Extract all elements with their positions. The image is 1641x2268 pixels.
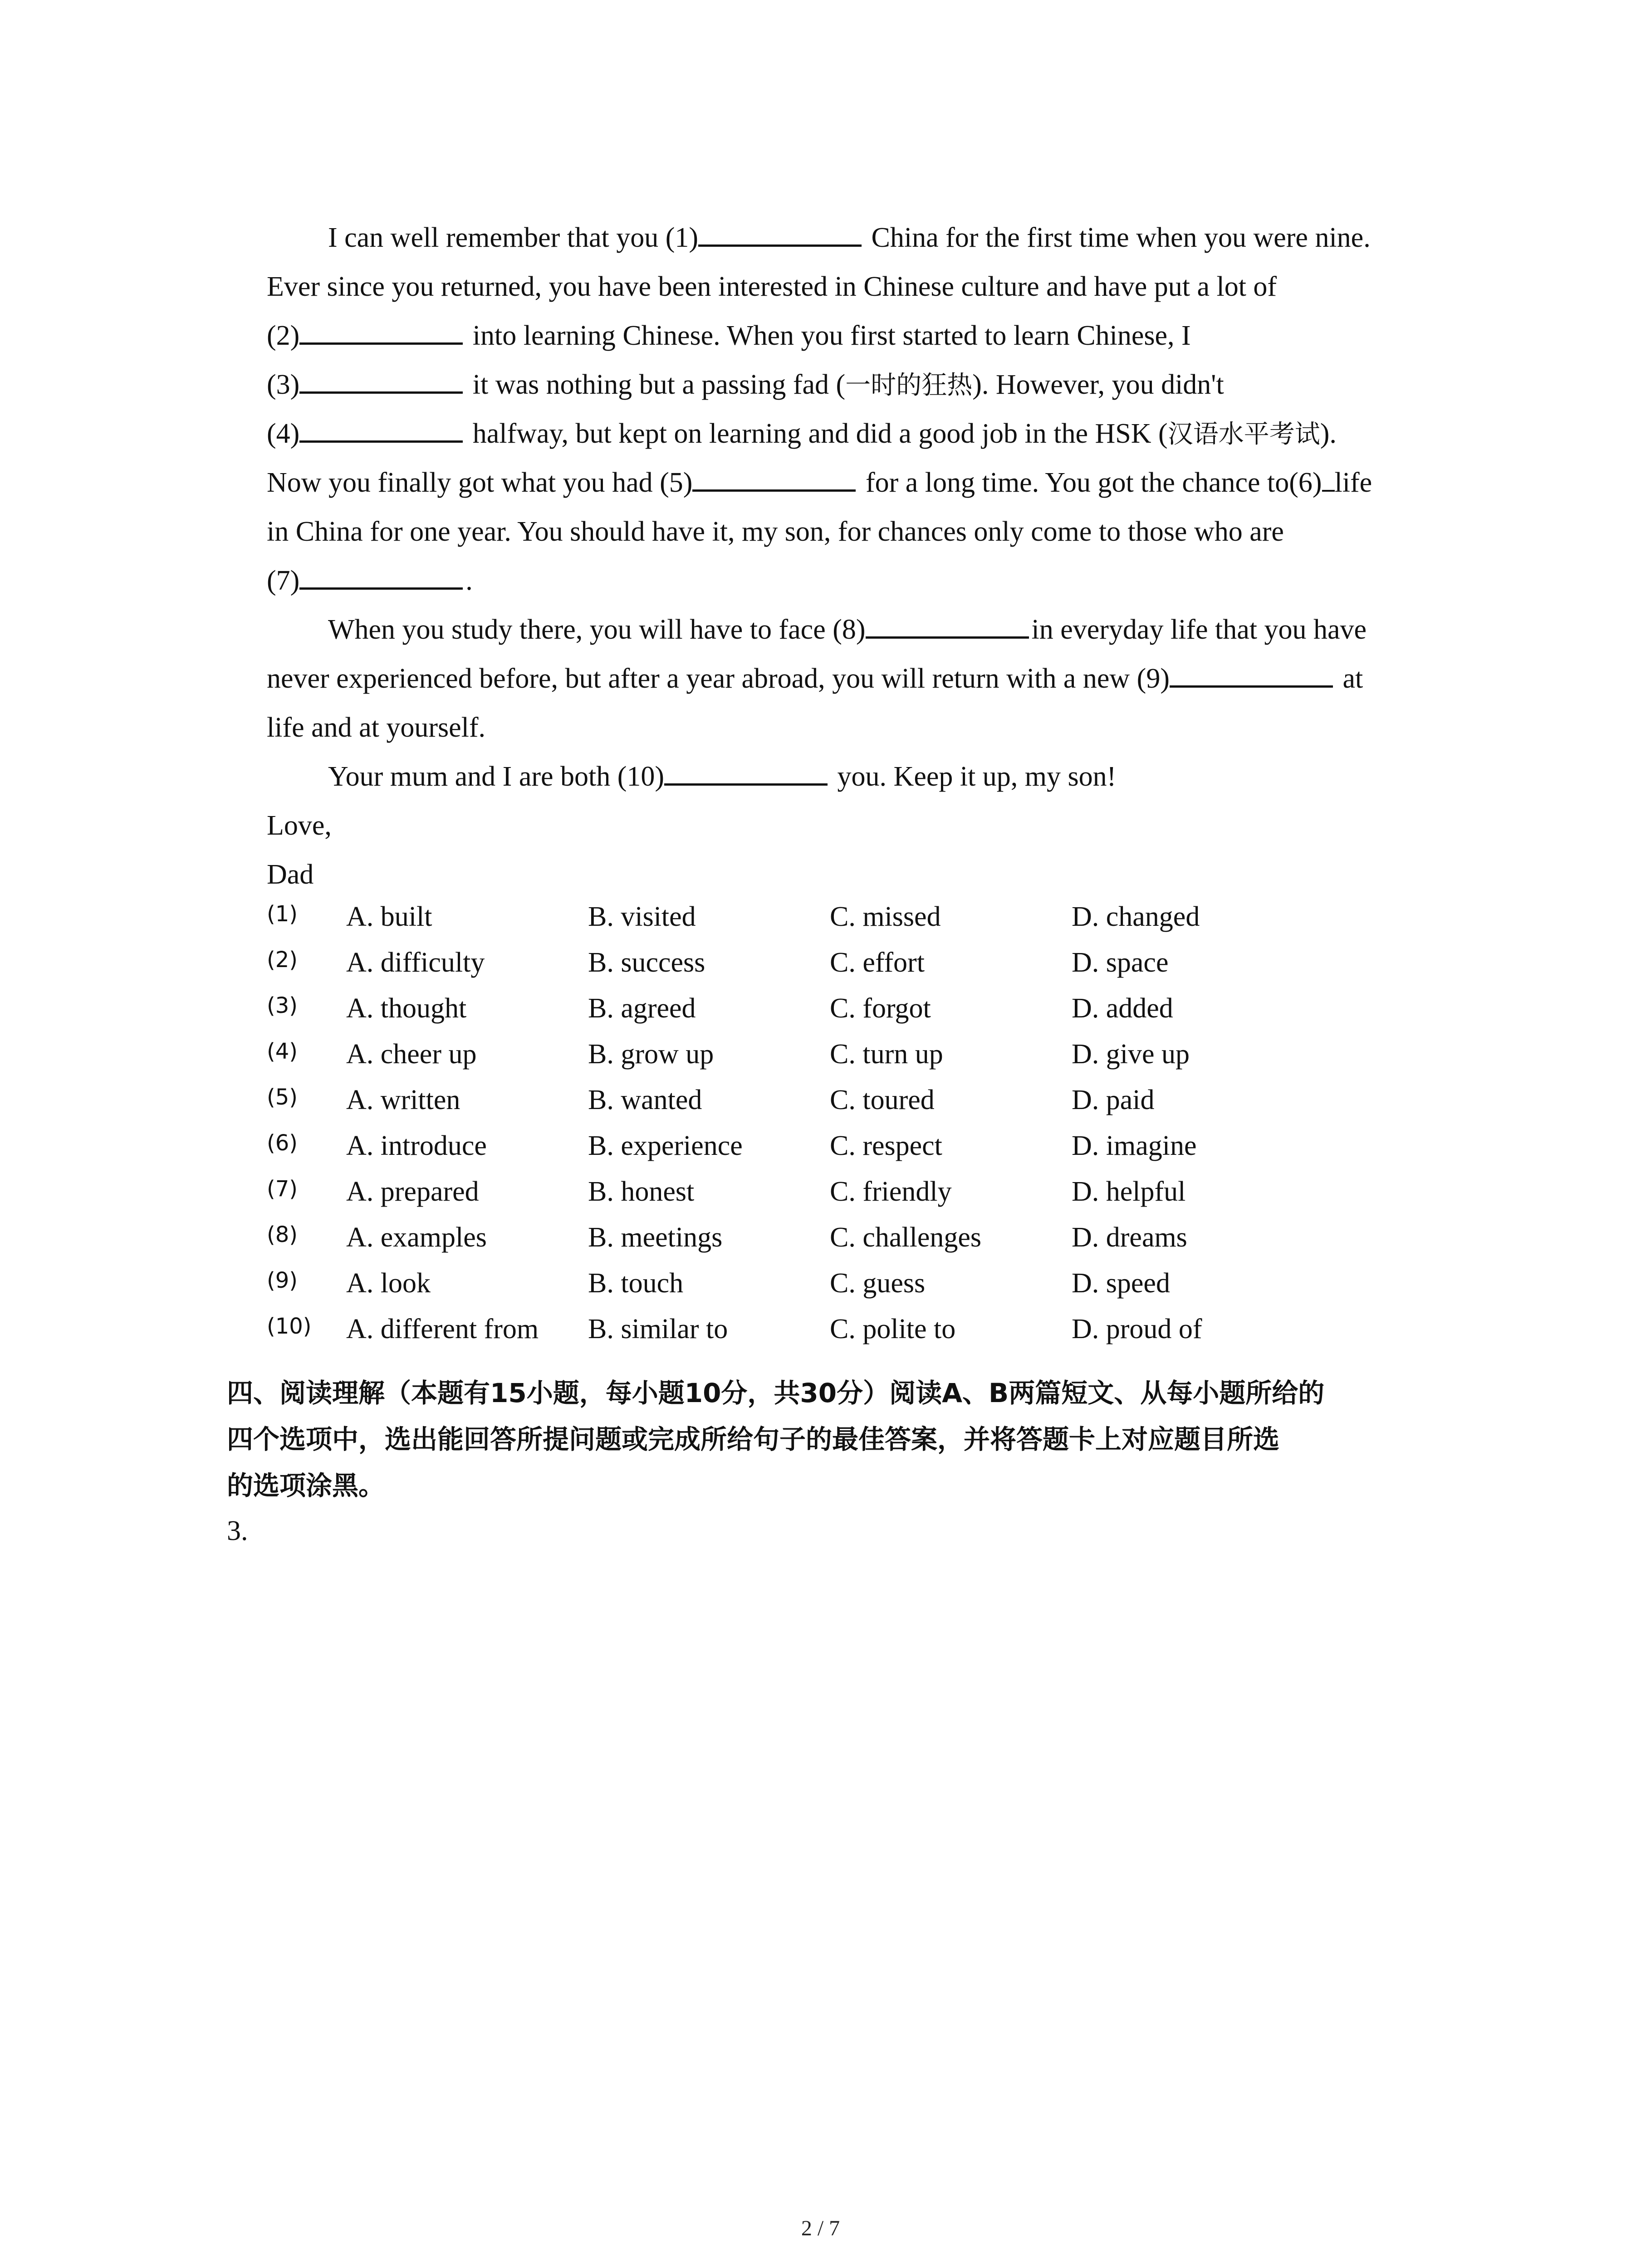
- option-d: D. changed: [1072, 901, 1200, 932]
- passage-line: Your mum and I are both (10) you. Keep it up, my son!: [267, 752, 1446, 801]
- option-d: D. give up: [1072, 1039, 1190, 1070]
- cloze-passage: [267, 213, 1446, 899]
- question-number-label: (5): [267, 1085, 298, 1110]
- passage-line: (4) halfway, but kept on learning and did a good job in the HSK (汉语水平考试).: [267, 409, 1446, 458]
- option-a: A. difficulty: [346, 947, 485, 978]
- option-a: A. cheer up: [346, 1039, 477, 1070]
- option-a: A. prepared: [346, 1176, 479, 1207]
- option-d: D. proud of: [1072, 1314, 1202, 1344]
- answer-blank-10: [664, 755, 828, 786]
- answer-options-list: [267, 896, 1446, 1354]
- letter-signature: Dad: [267, 859, 314, 890]
- passage-line: life and at yourself.: [267, 712, 486, 743]
- question-number-label: (9): [267, 1268, 298, 1293]
- question-row: [267, 1217, 1446, 1262]
- question-number-label: (3): [267, 993, 298, 1018]
- answer-blank-4: [299, 412, 463, 443]
- question-number-label: (8): [267, 1222, 298, 1247]
- question-row: [267, 1079, 1446, 1125]
- question-row: [267, 987, 1446, 1033]
- option-d: D. speed: [1072, 1268, 1170, 1299]
- option-a: A. examples: [346, 1222, 487, 1253]
- section-heading-reading: 四、阅读理解（本题有15小题，每小题10分，共30分）阅读A、B两篇短文、从每小题所给的 四个选项中，选出能回答所提问题或完成所给句子的最佳答案，并将答题卡上对应题目所选 的选项涂黑。: [227, 1378, 1325, 1501]
- question-number-label: (2): [267, 947, 298, 973]
- option-b: B. touch: [588, 1268, 684, 1299]
- question-number-label: (7): [267, 1176, 298, 1202]
- answer-blank-2: [299, 314, 463, 345]
- answer-blank-7: [299, 559, 463, 590]
- question-row: [267, 942, 1446, 987]
- passage-line: Now you finally got what you had (5) for a long time. You got the chance to(6) life: [267, 458, 1446, 507]
- option-b: B. success: [588, 947, 705, 978]
- option-d: D. imagine: [1072, 1130, 1197, 1161]
- question-number-label: (6): [267, 1130, 298, 1156]
- question-row: [267, 896, 1446, 942]
- question-number-label: (10): [267, 1314, 312, 1339]
- option-a: A. built: [346, 901, 432, 932]
- question-row: [267, 1125, 1446, 1171]
- option-c: C. guess: [830, 1268, 926, 1299]
- question-row: [267, 1033, 1446, 1079]
- question-number: 3.: [227, 1515, 248, 1546]
- option-d: D. helpful: [1072, 1176, 1186, 1207]
- option-b: B. wanted: [588, 1085, 702, 1115]
- option-c: C. missed: [830, 901, 941, 932]
- passage-line: (7) .: [267, 556, 1446, 605]
- letter-closing: Love,: [267, 810, 332, 841]
- option-d: D. added: [1072, 993, 1173, 1024]
- option-c: C. turn up: [830, 1039, 943, 1070]
- answer-blank-6: [1322, 467, 1335, 492]
- question-row: [267, 1262, 1446, 1308]
- question-number-label: (4): [267, 1039, 298, 1064]
- option-d: D. space: [1072, 947, 1169, 978]
- answer-blank-5: [692, 461, 856, 492]
- option-a: A. thought: [346, 993, 467, 1024]
- answer-blank-9: [1170, 657, 1333, 688]
- passage-line: (2) into learning Chinese. When you first started to learn Chinese, I: [267, 311, 1446, 360]
- page-number: 2 / 7: [801, 2216, 840, 2240]
- option-b: B. grow up: [588, 1039, 714, 1070]
- option-a: A. look: [346, 1268, 431, 1299]
- option-b: B. honest: [588, 1176, 695, 1207]
- passage-line: I can well remember that you (1) China for the first time when you were nine.: [267, 213, 1446, 262]
- option-d: D. dreams: [1072, 1222, 1187, 1253]
- option-c: C. challenges: [830, 1222, 982, 1253]
- answer-blank-8: [866, 608, 1029, 639]
- option-a: A. different from: [346, 1314, 539, 1344]
- passage-line: in China for one year. You should have it, my son, for chances only come to those who are: [267, 516, 1284, 547]
- option-c: C. respect: [830, 1130, 942, 1161]
- option-b: B. visited: [588, 901, 696, 932]
- passage-line: never experienced before, but after a year abroad, you will return with a new (9) at: [267, 654, 1446, 703]
- option-c: C. friendly: [830, 1176, 952, 1207]
- option-c: C. effort: [830, 947, 925, 978]
- answer-blank-3: [299, 363, 463, 394]
- option-c: C. toured: [830, 1085, 935, 1115]
- option-b: B. agreed: [588, 993, 696, 1024]
- question-number-label: (1): [267, 901, 298, 927]
- option-c: C. polite to: [830, 1314, 956, 1344]
- option-b: B. experience: [588, 1130, 743, 1161]
- passage-line: Ever since you returned, you have been interested in Chinese culture and have put a lot of: [267, 271, 1277, 302]
- option-d: D. paid: [1072, 1085, 1155, 1115]
- option-b: B. meetings: [588, 1222, 723, 1253]
- option-a: A. written: [346, 1085, 460, 1115]
- passage-line: When you study there, you will have to face (8) in everyday life that you have: [267, 605, 1446, 654]
- option-b: B. similar to: [588, 1314, 728, 1344]
- answer-blank-1: [698, 216, 862, 247]
- option-a: A. introduce: [346, 1130, 487, 1161]
- question-row: [267, 1171, 1446, 1217]
- question-row: [267, 1308, 1446, 1354]
- passage-line: (3) it was nothing but a passing fad (一时的狂热). However, you didn't: [267, 360, 1446, 409]
- option-c: C. forgot: [830, 993, 931, 1024]
